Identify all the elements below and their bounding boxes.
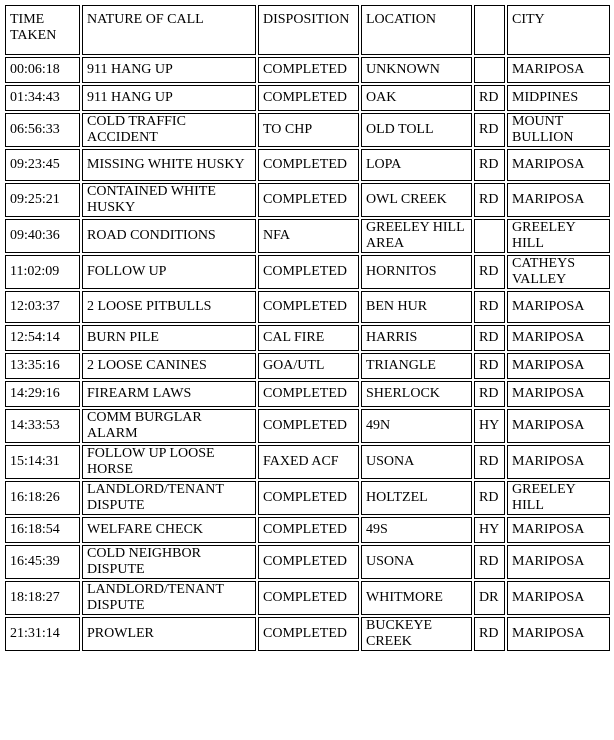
cell-street-suffix: RD <box>474 291 505 323</box>
cell-city: MARIPOSA <box>507 445 610 479</box>
cell-disposition: COMPLETED <box>258 57 359 83</box>
cell-street-suffix <box>474 57 505 83</box>
cell-nature-of-call: BURN PILE <box>82 325 256 351</box>
cell-city: MARIPOSA <box>507 617 610 651</box>
cell-street-suffix: RD <box>474 545 505 579</box>
cell-street-suffix: RD <box>474 183 505 217</box>
cell-location: WHITMORE <box>361 581 472 615</box>
cell-disposition: COMPLETED <box>258 481 359 515</box>
cell-nature-of-call: FOLLOW UP LOOSE HORSE <box>82 445 256 479</box>
cell-city: GREELEY HILL <box>507 219 610 253</box>
cell-nature-of-call: PROWLER <box>82 617 256 651</box>
cell-disposition: NFA <box>258 219 359 253</box>
cell-street-suffix: RD <box>474 481 505 515</box>
cell-time-taken: 14:33:53 <box>5 409 80 443</box>
cell-time-taken: 16:18:54 <box>5 517 80 543</box>
table-row <box>5 325 610 351</box>
cell-location: HORNITOS <box>361 255 472 289</box>
cell-time-taken: 13:35:16 <box>5 353 80 379</box>
header-row <box>5 5 610 55</box>
cell-time-taken: 06:56:33 <box>5 113 80 147</box>
cell-time-taken: 16:18:26 <box>5 481 80 515</box>
cell-disposition: TO CHP <box>258 113 359 147</box>
cell-city: MARIPOSA <box>507 57 610 83</box>
table-row <box>5 57 610 83</box>
cell-city: MIDPINES <box>507 85 610 111</box>
cell-nature-of-call: 2 LOOSE PITBULLS <box>82 291 256 323</box>
table-row <box>5 409 610 443</box>
cell-location: GREELEY HILL AREA <box>361 219 472 253</box>
table-row <box>5 85 610 111</box>
cell-disposition: GOA/UTL <box>258 353 359 379</box>
cell-city: MOUNT BULLION <box>507 113 610 147</box>
call-log-body <box>5 57 610 651</box>
header-nature-of-call: NATURE OF CALL <box>82 5 256 55</box>
cell-nature-of-call: 911 HANG UP <box>82 85 256 111</box>
header-disposition: DISPOSITION <box>258 5 359 55</box>
cell-location: UNKNOWN <box>361 57 472 83</box>
cell-nature-of-call: WELFARE CHECK <box>82 517 256 543</box>
cell-time-taken: 12:54:14 <box>5 325 80 351</box>
call-log-table <box>3 3 612 653</box>
cell-time-taken: 21:31:14 <box>5 617 80 651</box>
cell-city: MARIPOSA <box>507 581 610 615</box>
table-row <box>5 481 610 515</box>
table-row <box>5 517 610 543</box>
cell-street-suffix: RD <box>474 381 505 407</box>
cell-nature-of-call: LANDLORD/TENANT DISPUTE <box>82 581 256 615</box>
cell-city: MARIPOSA <box>507 353 610 379</box>
table-row <box>5 149 610 181</box>
cell-location: TRIANGLE <box>361 353 472 379</box>
cell-time-taken: 09:40:36 <box>5 219 80 253</box>
cell-nature-of-call: CONTAINED WHITE HUSKY <box>82 183 256 217</box>
cell-city: MARIPOSA <box>507 381 610 407</box>
cell-street-suffix: RD <box>474 149 505 181</box>
cell-time-taken: 15:14:31 <box>5 445 80 479</box>
table-row <box>5 381 610 407</box>
cell-city: MARIPOSA <box>507 409 610 443</box>
cell-time-taken: 11:02:09 <box>5 255 80 289</box>
cell-city: MARIPOSA <box>507 183 610 217</box>
cell-nature-of-call: COMM BURGLAR ALARM <box>82 409 256 443</box>
cell-time-taken: 09:25:21 <box>5 183 80 217</box>
cell-time-taken: 14:29:16 <box>5 381 80 407</box>
table-row <box>5 617 610 651</box>
header-suffix <box>474 5 505 55</box>
cell-time-taken: 09:23:45 <box>5 149 80 181</box>
table-row <box>5 219 610 253</box>
cell-disposition: COMPLETED <box>258 183 359 217</box>
cell-street-suffix: RD <box>474 617 505 651</box>
cell-street-suffix: RD <box>474 445 505 479</box>
cell-street-suffix: DR <box>474 581 505 615</box>
cell-disposition: FAXED ACF <box>258 445 359 479</box>
cell-location: HARRIS <box>361 325 472 351</box>
table-row <box>5 113 610 147</box>
table-row <box>5 183 610 217</box>
cell-street-suffix: RD <box>474 325 505 351</box>
cell-disposition: COMPLETED <box>258 617 359 651</box>
cell-location: 49S <box>361 517 472 543</box>
table-row <box>5 291 610 323</box>
cell-disposition: COMPLETED <box>258 291 359 323</box>
cell-city: MARIPOSA <box>507 325 610 351</box>
cell-nature-of-call: FOLLOW UP <box>82 255 256 289</box>
cell-location: HOLTZEL <box>361 481 472 515</box>
cell-street-suffix: RD <box>474 85 505 111</box>
cell-nature-of-call: ROAD CONDITIONS <box>82 219 256 253</box>
cell-location: 49N <box>361 409 472 443</box>
cell-location: OAK <box>361 85 472 111</box>
cell-street-suffix: RD <box>474 113 505 147</box>
cell-disposition: CAL FIRE <box>258 325 359 351</box>
cell-city: GREELEY HILL <box>507 481 610 515</box>
cell-nature-of-call: COLD TRAFFIC ACCIDENT <box>82 113 256 147</box>
cell-nature-of-call: 2 LOOSE CANINES <box>82 353 256 379</box>
header-time-taken: TIME TAKEN <box>5 5 80 55</box>
cell-disposition: COMPLETED <box>258 149 359 181</box>
cell-disposition: COMPLETED <box>258 255 359 289</box>
cell-nature-of-call: LANDLORD/TENANT DISPUTE <box>82 481 256 515</box>
cell-nature-of-call: COLD NEIGHBOR DISPUTE <box>82 545 256 579</box>
cell-location: USONA <box>361 445 472 479</box>
cell-time-taken: 12:03:37 <box>5 291 80 323</box>
cell-location: OWL CREEK <box>361 183 472 217</box>
cell-location: SHERLOCK <box>361 381 472 407</box>
cell-location: BUCKEYE CREEK <box>361 617 472 651</box>
cell-time-taken: 00:06:18 <box>5 57 80 83</box>
cell-street-suffix: RD <box>474 255 505 289</box>
cell-nature-of-call: FIREARM LAWS <box>82 381 256 407</box>
cell-city: MARIPOSA <box>507 517 610 543</box>
cell-disposition: COMPLETED <box>258 545 359 579</box>
cell-nature-of-call: 911 HANG UP <box>82 57 256 83</box>
table-row <box>5 255 610 289</box>
cell-location: USONA <box>361 545 472 579</box>
cell-nature-of-call: MISSING WHITE HUSKY <box>82 149 256 181</box>
cell-disposition: COMPLETED <box>258 409 359 443</box>
table-row <box>5 445 610 479</box>
cell-street-suffix <box>474 219 505 253</box>
cell-disposition: COMPLETED <box>258 381 359 407</box>
header-location: LOCATION <box>361 5 472 55</box>
table-row <box>5 581 610 615</box>
cell-street-suffix: RD <box>474 353 505 379</box>
cell-time-taken: 01:34:43 <box>5 85 80 111</box>
cell-time-taken: 16:45:39 <box>5 545 80 579</box>
cell-location: LOPA <box>361 149 472 181</box>
table-row <box>5 545 610 579</box>
cell-disposition: COMPLETED <box>258 85 359 111</box>
cell-location: BEN HUR <box>361 291 472 323</box>
cell-city: MARIPOSA <box>507 149 610 181</box>
cell-city: CATHEYS VALLEY <box>507 255 610 289</box>
table-row <box>5 353 610 379</box>
cell-disposition: COMPLETED <box>258 581 359 615</box>
cell-location: OLD TOLL <box>361 113 472 147</box>
cell-city: MARIPOSA <box>507 291 610 323</box>
cell-city: MARIPOSA <box>507 545 610 579</box>
cell-street-suffix: HY <box>474 517 505 543</box>
cell-time-taken: 18:18:27 <box>5 581 80 615</box>
cell-street-suffix: HY <box>474 409 505 443</box>
cell-disposition: COMPLETED <box>258 517 359 543</box>
header-city: CITY <box>507 5 610 55</box>
